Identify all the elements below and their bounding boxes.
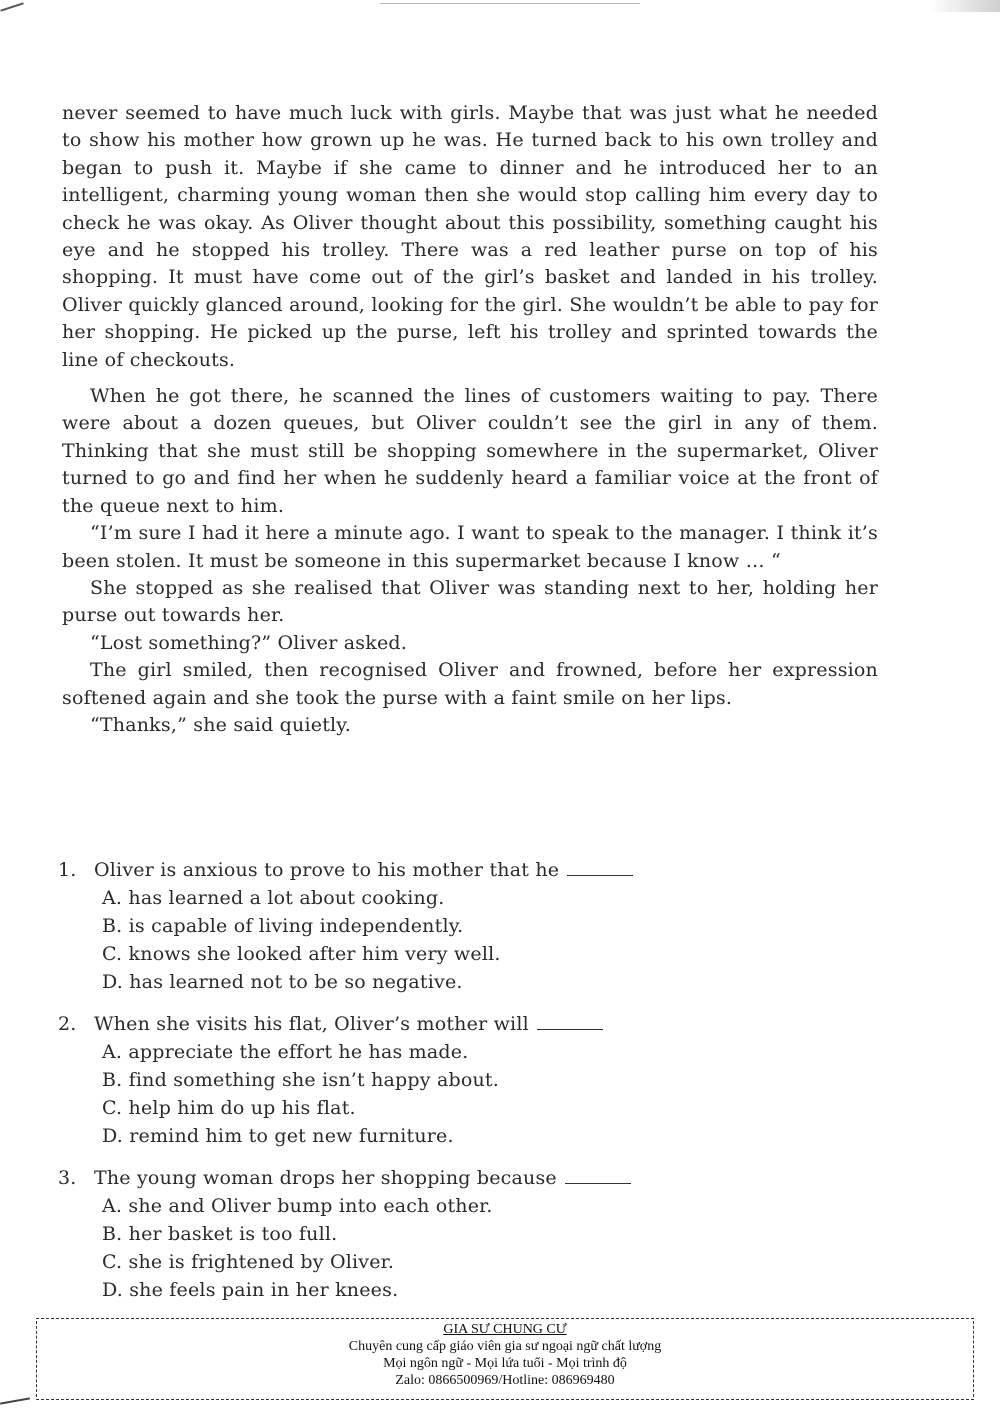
- footer-border-left: [36, 1321, 37, 1397]
- question-2: [58, 1010, 878, 1150]
- question-stem: [58, 856, 878, 884]
- scan-shadow: [930, 0, 1000, 12]
- question-number: 1.: [58, 859, 77, 881]
- option-b: B. find something she isn’t happy about.: [102, 1069, 499, 1091]
- passage-paragraph: never seemed to have much luck with girls. Maybe that was just what he needed to show his mother how grown up he was. He turned back to his own trolley and began to push it. Maybe if she came to dinner and he introduced her to an intelligent, charming young woman then she would stop calling him every day to check he was okay. As Oliver thought about this possibility, something caught his eye and he stopped his trolley. There was a red leather purse on top of his shopping. It must have come out of the girl’s basket and landed in his trolley. Oliver quickly glanced around, looking for the girl. She wouldn’t be able to pay for her shopping. He picked up the purse, left his trolley and sprinted towards the line of checkouts.: [62, 102, 878, 371]
- option-a: A. appreciate the effort he has made.: [102, 1041, 469, 1063]
- footer-border-right: [973, 1321, 974, 1397]
- reading-passage: [62, 100, 878, 739]
- question-stem: [58, 1010, 878, 1038]
- option-c: C. knows she looked after him very well.: [102, 943, 501, 965]
- footer-subline: Mọi ngôn ngữ - Mọi lứa tuổi - Mọi trình độ: [383, 1356, 627, 1371]
- question-number: 3.: [58, 1167, 77, 1189]
- question-list: [58, 856, 878, 1318]
- question-number: 2.: [58, 1013, 77, 1035]
- question-3: [58, 1164, 878, 1304]
- option-d: D. has learned not to be so negative.: [102, 971, 463, 993]
- question-1: [58, 856, 878, 996]
- passage-paragraph: “I’m sure I had it here a minute ago. I want to speak to the manager. I think it’s been stolen. It must be someone in this supermarket because I know … “: [62, 522, 878, 572]
- answer-blank: [565, 1182, 631, 1184]
- question-text: When she visits his flat, Oliver’s mother will: [94, 1010, 603, 1038]
- option-b: B. her basket is too full.: [102, 1223, 338, 1245]
- scan-mark: [0, 2, 23, 11]
- footer-contact: Zalo: 0866500969/Hotline: 086969480: [395, 1373, 615, 1388]
- top-rule: [380, 3, 640, 4]
- option-d: D. remind him to get new furniture.: [102, 1125, 454, 1147]
- option-d: D. she feels pain in her knees.: [102, 1279, 399, 1301]
- passage-paragraph: She stopped as she realised that Oliver was standing next to her, holding her purse out towards her.: [62, 576, 878, 627]
- passage-paragraph: When he got there, he scanned the lines of customers waiting to pay. There were about a dozen queues, but Oliver couldn’t see the girl in any of them. Thinking that she must still be shopping somewhere in the supermarket, Oliver turned to go and find her when he suddenly heard a familiar voice at the front of the queue next to him.: [62, 385, 878, 517]
- scan-mark: [0, 1397, 30, 1404]
- footer-tagline: Chuyên cung cấp giáo viên gia sư ngoại ngữ chất lượng: [348, 1339, 662, 1354]
- option-b: B. is capable of living independently.: [102, 915, 464, 937]
- answer-blank: [537, 1028, 603, 1030]
- question-stem: [58, 1164, 878, 1192]
- passage-paragraph: “Lost something?” Oliver asked.: [90, 631, 408, 654]
- option-a: A. has learned a lot about cooking.: [102, 887, 445, 909]
- question-text: Oliver is anxious to prove to his mother that he: [94, 856, 633, 884]
- option-a: A. she and Oliver bump into each other.: [102, 1195, 493, 1217]
- passage-paragraph: “Thanks,” she said quietly.: [90, 713, 351, 736]
- option-c: C. she is frightened by Oliver.: [102, 1251, 395, 1273]
- answer-blank: [567, 874, 633, 876]
- question-text: The young woman drops her shopping because: [94, 1164, 631, 1192]
- footer-title: GIA SƯ CHUNG CƯ: [443, 1322, 567, 1337]
- footer-banner: [36, 1318, 974, 1400]
- option-c: C. help him do up his flat.: [102, 1097, 356, 1119]
- passage-paragraph: The girl smiled, then recognised Oliver and frowned, before her expression softened again and she took the purse with a faint smile on her lips.: [62, 659, 878, 709]
